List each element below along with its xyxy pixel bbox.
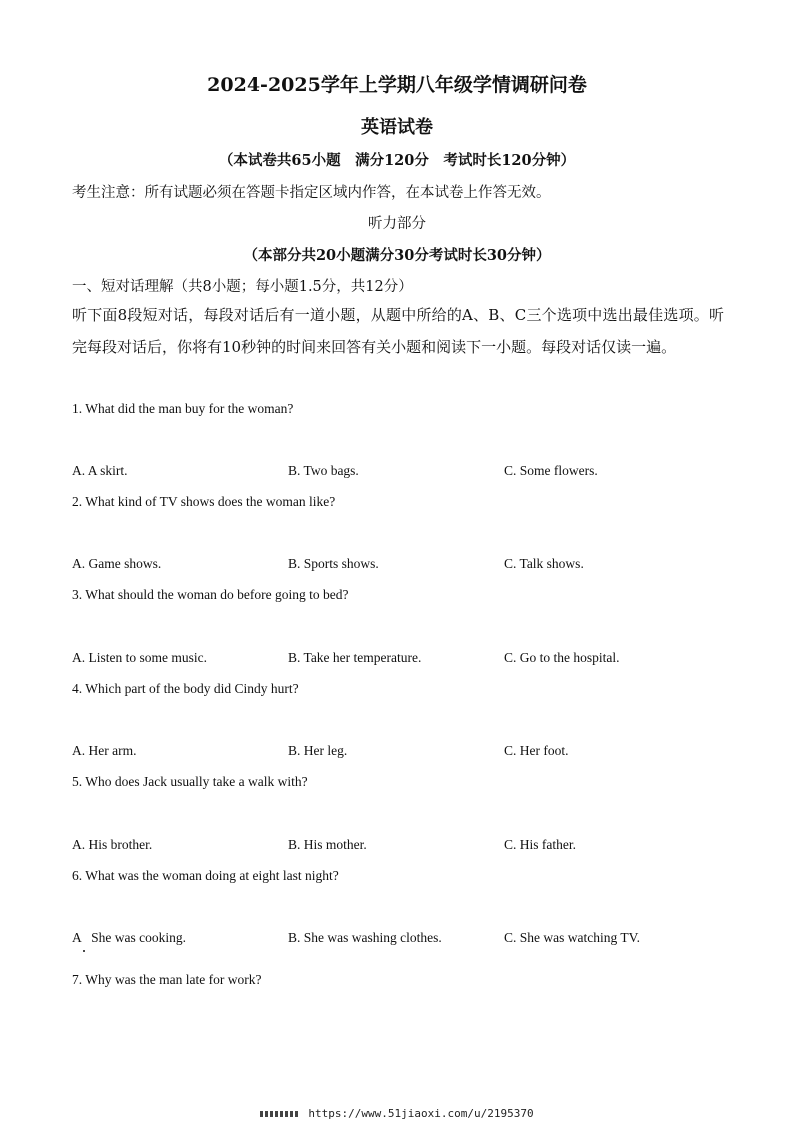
option-b: B. Her leg. [288,743,348,758]
option-a: A. Her arm. [72,743,137,758]
question-text: 7. Why was the man late for work? [72,972,262,987]
exam-info: （本试卷共65小题 满分120分 考试时长120分钟） [218,152,576,169]
option-b: B. Two bags. [288,463,359,478]
option-c: C. Go to the hospital. [504,650,620,665]
exam-title: 2024-2025学年上学期八年级学情调研问卷 [207,74,587,96]
option-b: B. Sports shows. [288,556,379,571]
question-text: 6. What was the woman doing at eight last night? [72,868,339,883]
footer-watermark [0,1107,794,1120]
option-c: C. Some flowers. [504,463,598,478]
question-text: 3. What should the woman do before going to bed? [72,587,349,602]
option-c: C. She was watching TV. [504,930,640,945]
option-a: A. Listen to some music. [72,650,207,665]
option-a: A. His brother. [72,837,153,852]
footer-url: https://www.51jiaoxi.com/u/2195370 [308,1107,534,1120]
listening-heading: 听力部分 [368,216,426,232]
option-a: A She was cooking. [72,930,186,945]
option-a: A. A skirt. [72,463,128,478]
watermark-logo-icon [260,1111,300,1117]
question-text: 1. What did the man buy for the woman? [72,401,294,416]
option-b: B. His mother. [288,837,367,852]
question-text: 4. Which part of the body did Cindy hurt? [72,681,299,696]
option-a: A. Game shows. [72,556,162,571]
question-text: 2. What kind of TV shows does the woman like? [72,494,336,509]
option-c: C. His father. [504,837,576,852]
section-heading: 一、短对话理解（共8小题；每小题1.5分，共12分） [72,279,413,295]
option-b: B. She was washing clothes. [288,930,442,945]
section-instruction: 听下面8段短对话，每段对话后有一道小题，从题中所给的A、B、C三个选项中选出最佳选项。听完每段对话后，你将有10秒钟的时间来回答有关小题和阅读下一小题。每段对话仅读一遍。 [72,306,724,356]
exam-subtitle: 英语试卷 [361,117,433,138]
stray-dot [83,950,85,952]
question-text: 5. Who does Jack usually take a walk with? [72,774,308,789]
listening-info: （本部分共20小题满分30分考试时长30分钟） [243,247,551,264]
option-b: B. Take her temperature. [288,650,422,665]
option-c: C. Talk shows. [504,556,584,571]
exam-notice: 考生注意：所有试题必须在答题卡指定区域内作答，在本试卷上作答无效。 [72,185,551,201]
option-c: C. Her foot. [504,743,569,758]
